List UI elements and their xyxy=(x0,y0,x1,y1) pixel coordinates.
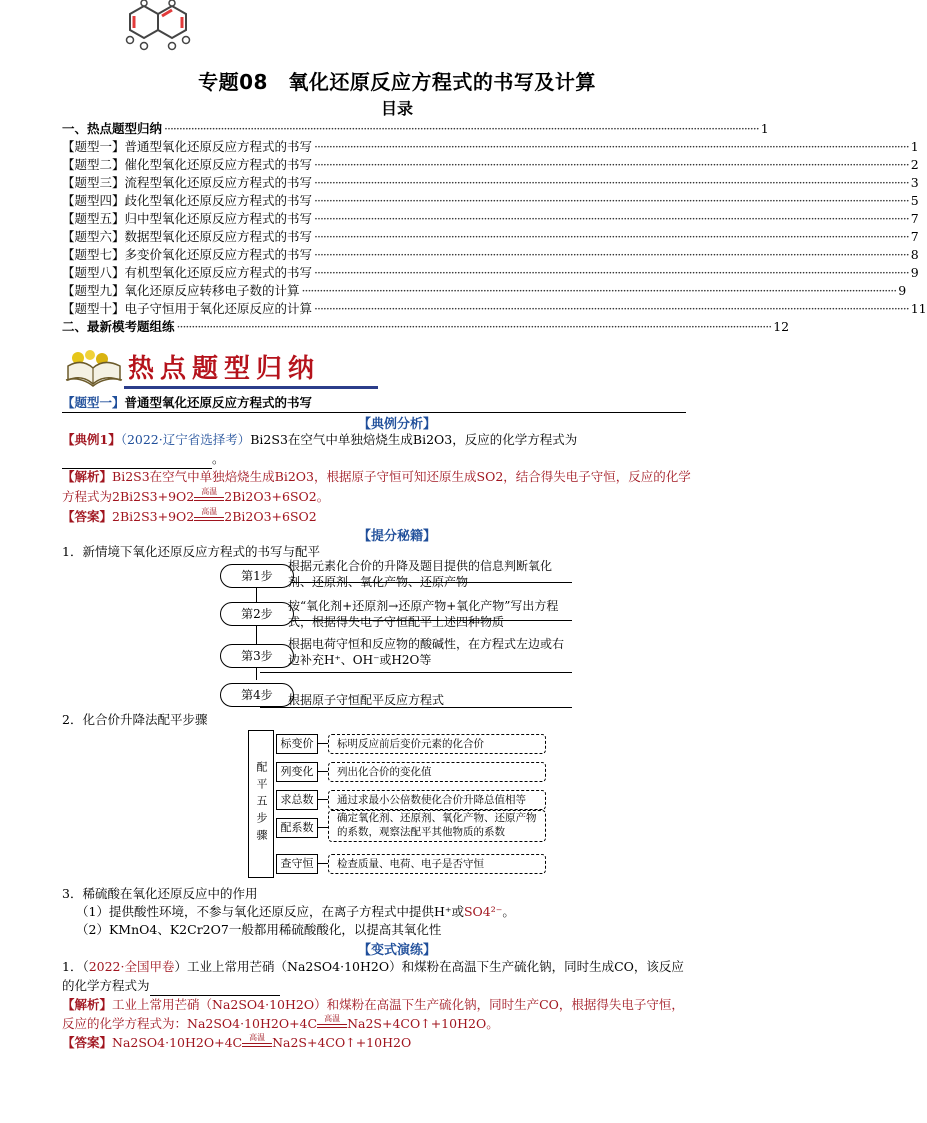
flow-step-label: 第2步 xyxy=(220,602,294,626)
toc-leader-dots: ········································································································································································································ xyxy=(176,319,772,334)
five-step-tag: 求总数 xyxy=(276,790,318,810)
toc-entry-page: 9 xyxy=(910,265,919,280)
toc-entry-page: 2 xyxy=(910,157,919,172)
tip-3-line-2: （2）KMnO4、K2Cr2O7一般都用稀硫酸酸化，以提高其氧化性 xyxy=(76,922,442,937)
connector xyxy=(318,827,328,828)
toc-entry-page: 8 xyxy=(910,247,919,262)
toc-leader-dots: ········································································································································································································ xyxy=(314,301,909,316)
toc-entry-label: 一、热点题型归纳 xyxy=(62,121,163,136)
tip-2-title: 2．化合价升降法配平步骤 xyxy=(62,712,208,727)
practice-heading: 【变式演练】 xyxy=(357,943,436,958)
tip-3-title: 3．稀硫酸在氧化还原反应中的作用 xyxy=(62,886,258,901)
toc-leader-dots: ········································································································································································································ xyxy=(314,193,909,208)
toc-entry-page: 5 xyxy=(910,193,919,208)
toc-entry[interactable] xyxy=(62,299,927,317)
toc-entry-label: 二、最新模考题组练 xyxy=(62,319,175,334)
toc-leader-dots: ········································································································································································································ xyxy=(314,265,909,280)
five-step-description: 检查质量、电荷、电子是否守恒 xyxy=(328,854,546,874)
toc-entry[interactable] xyxy=(62,281,907,299)
toc-entry[interactable] xyxy=(62,119,769,137)
tip-3-line-1: （1）提供酸性环境，不参与氧化还原反应，在离子方程式中提供H⁺或SO4²⁻。 xyxy=(76,904,515,919)
connector xyxy=(318,771,328,772)
question-1-analysis-equation: 反应的化学方程式为：Na2SO4·10H2O+4C 高温 Na2S+4CO↑+10H2O。 xyxy=(62,1014,499,1031)
answer-1: 【答案】2Bi2S3+9O2 高温 2Bi2O3+6SO2 xyxy=(62,507,317,524)
tips-heading: 【提分秘籍】 xyxy=(357,529,436,544)
toc-leader-dots: ········································································································································································································ xyxy=(314,229,909,244)
table-of-contents xyxy=(62,119,927,335)
question-1-analysis: 【解析】工业上常用芒硝（Na2SO4·10H2O）和煤粉在高温下生产硫化钠，同时生产CO，根据得失电子守恒， xyxy=(62,997,684,1012)
document-title: 专题08 氧化还原反应方程式的书写及计算 xyxy=(198,70,596,94)
toc-entry-page: 1 xyxy=(760,121,769,136)
toc-entry-label: 【题型二】催化型氧化还原反应方程式的书写 xyxy=(62,157,313,172)
toc-entry[interactable] xyxy=(62,245,919,263)
example-1-blank-line: 。 xyxy=(62,449,732,469)
five-step-tag: 配系数 xyxy=(276,818,318,838)
connector xyxy=(318,799,328,800)
analysis-heading: 【典例分析】 xyxy=(357,417,436,432)
five-step-diagram xyxy=(248,730,548,880)
toc-entry[interactable] xyxy=(62,263,919,281)
banner-title: 热点题型归纳 xyxy=(128,354,321,384)
toc-entry-label: 【题型一】普通型氧化还原反应方程式的书写 xyxy=(62,139,313,154)
toc-entry[interactable] xyxy=(62,317,790,335)
toc-entry-label: 【题型十】电子守恒用于氧化还原反应的计算 xyxy=(62,301,313,316)
toc-entry-label: 【题型六】数据型氧化还原反应方程式的书写 xyxy=(62,229,313,244)
toc-entry-label: 【题型八】有机型氧化还原反应方程式的书写 xyxy=(62,265,313,280)
toc-entry-page: 3 xyxy=(910,175,919,190)
five-step-description: 确定氧化剂、还原剂、氧化产物、还原产物的系数，观察法配平其他物质的系数 xyxy=(328,810,546,842)
connector xyxy=(318,743,328,744)
five-step-tag: 标变价 xyxy=(276,734,318,754)
question-1-blank: 的化学方程式为 xyxy=(62,976,732,996)
toc-leader-dots: ········································································································································································································ xyxy=(164,121,759,136)
toc-leader-dots: ········································································································································································································ xyxy=(314,139,909,154)
toc-entry[interactable] xyxy=(62,173,919,191)
banner-underline xyxy=(124,386,378,389)
five-step-description: 标明反应前后变价元素的化合价 xyxy=(328,734,546,754)
section-banner xyxy=(62,344,322,394)
toc-entry[interactable] xyxy=(62,209,919,227)
five-step-tag: 查守恒 xyxy=(276,854,318,874)
flow-step-text: 根据原子守恒配平反应方程式 xyxy=(288,693,445,707)
toc-entry-label: 【题型三】流程型氧化还原反应方程式的书写 xyxy=(62,175,313,190)
five-step-description: 列出化合价的变化值 xyxy=(328,762,546,782)
toc-entry-page: 7 xyxy=(910,211,919,226)
four-step-flow xyxy=(220,558,574,714)
toc-entry-page: 12 xyxy=(773,319,790,334)
toc-leader-dots: ········································································································································································································ xyxy=(314,247,909,262)
question-1: 1．（2022·全国甲卷）工业上常用芒硝（Na2SO4·10H2O）和煤粉在高温下生产硫化钠，同时生成CO，该反应 xyxy=(62,959,684,974)
toc-entry[interactable] xyxy=(62,155,919,173)
toc-entry[interactable] xyxy=(62,227,919,245)
toc-entry-label: 【题型五】归中型氧化还原反应方程式的书写 xyxy=(62,211,313,226)
toc-entry[interactable] xyxy=(62,191,919,209)
toc-entry[interactable] xyxy=(62,137,919,155)
flow-step-text: 根据元素化合价的升降及题目提供的信息判断氧化剂、还原剂、氧化产物、还原产物 xyxy=(288,559,553,589)
flow-step-text: 根据电荷守恒和反应物的酸碱性，在方程式左边或右边补充H⁺、OH⁻或H2O等 xyxy=(288,637,565,667)
toc-entry-label: 【题型七】多变价氧化还原反应方程式的书写 xyxy=(62,247,313,262)
toc-entry-page: 7 xyxy=(910,229,919,244)
toc-leader-dots: ········································································································································································································ xyxy=(301,283,897,298)
analysis-1: 【解析】Bi2S3在空气中单独焙烧生成Bi2O3，根据原子守恒可知还原生成SO2，结合得失电子守恒，反应的化学 xyxy=(62,469,691,484)
analysis-1-equation: 方程式为2Bi2S3+9O2 高温 2Bi2O3+6SO2。 xyxy=(62,487,330,504)
flow-step-label: 第1步 xyxy=(220,564,294,588)
flow-step-label: 第3步 xyxy=(220,644,294,668)
toc-entry-page: 9 xyxy=(898,283,907,298)
toc-entry-label: 【题型四】歧化型氧化还原反应方程式的书写 xyxy=(62,193,313,208)
five-step-tag: 列变化 xyxy=(276,762,318,782)
section-label: 【题型一】普通型氧化还原反应方程式的书写 xyxy=(62,395,313,410)
open-book-icon xyxy=(62,348,124,388)
flow-step-text: 按“氧化剂+还原剂→还原产物+氧化产物”写出方程式，根据得失电子守恒配平上述四种物质 xyxy=(288,599,559,629)
question-1-answer: 【答案】Na2SO4·10H2O+4C 高温 Na2S+4CO↑+10H2O xyxy=(62,1033,412,1050)
example-1: 【典例1】（2022·辽宁省选择考）Bi2S3在空气中单独焙烧生成Bi2O3，反应的化学方程式为 xyxy=(62,432,578,447)
toc-entry-label: 【题型九】氧化还原反应转移电子数的计算 xyxy=(62,283,300,298)
toc-leader-dots: ········································································································································································································ xyxy=(314,157,909,172)
flow-step-label: 第4步 xyxy=(220,683,294,707)
tip-1-title: 1．新情境下氧化还原反应方程式的书写与配平 xyxy=(62,544,320,559)
naphthalene-logo xyxy=(118,0,200,56)
connector xyxy=(318,863,328,864)
five-step-description: 通过求最小公倍数使化合价升降总值相等 xyxy=(328,790,546,810)
five-steps-vertical-box: 配平五步骤 xyxy=(248,730,274,878)
toc-entry-page: 11 xyxy=(910,301,927,316)
toc-entry-page: 1 xyxy=(910,139,919,154)
toc-heading: 目录 xyxy=(380,99,413,118)
toc-leader-dots: ········································································································································································································ xyxy=(314,175,909,190)
toc-leader-dots: ········································································································································································································ xyxy=(314,211,909,226)
